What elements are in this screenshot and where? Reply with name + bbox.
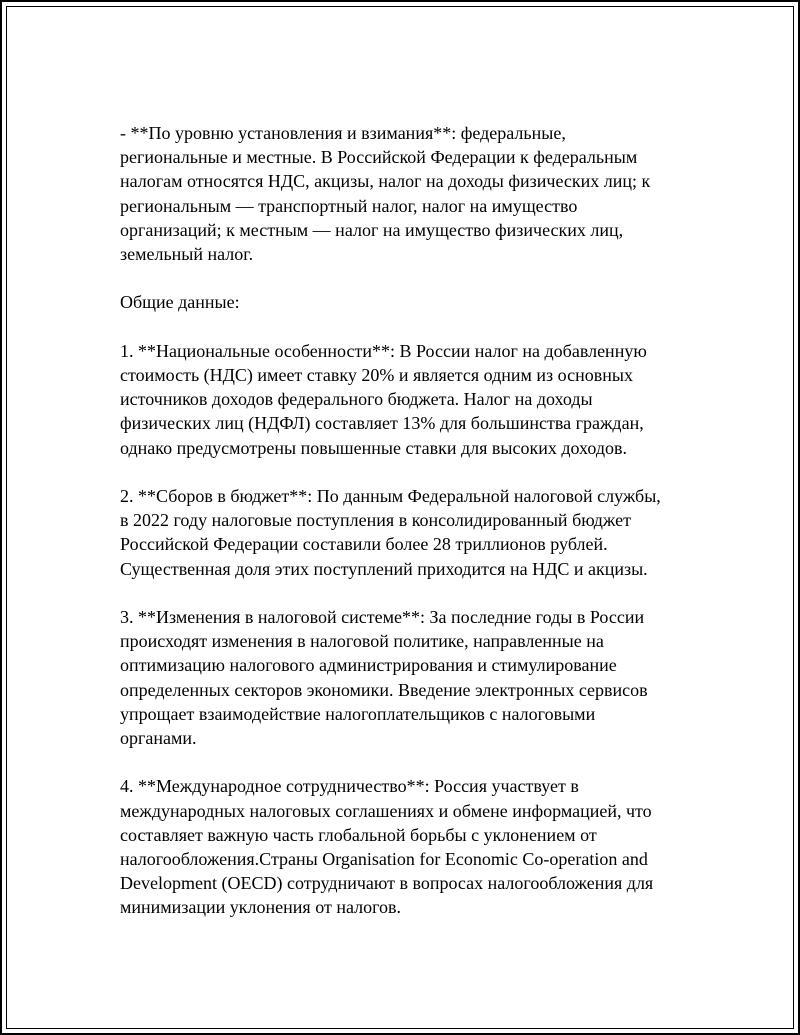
text-line: упрощает взаимодействие налогоплательщиков с налоговыми xyxy=(120,703,596,724)
list-item-4 xyxy=(120,774,700,919)
text-line: региональным — транспортный налог, налог на имущество xyxy=(120,195,578,216)
text-line: минимизации уклонения от налогов. xyxy=(120,897,402,918)
text-line: организаций; к местным — налог на имущество физических лиц, xyxy=(120,219,624,240)
text-line: налогообложения.Страны Organisation for Economic Co-operation and xyxy=(120,849,648,870)
intro-paragraph xyxy=(120,121,700,266)
text-line: органами. xyxy=(120,728,197,749)
text-line: однако предусмотрены повышенные ставки для высоких доходов. xyxy=(120,437,627,458)
text-line: физических лиц (НДФЛ) составляет 13% для большинства граждан, xyxy=(120,413,644,434)
list-item-3 xyxy=(120,605,700,750)
text-line: определенных секторов экономики. Введение электронных сервисов xyxy=(120,679,648,700)
text-line: Development (OECD) сотрудничают в вопросах налогообложения для xyxy=(120,873,654,894)
text-line: - **По уровню установления и взимания**: федеральные, xyxy=(120,123,566,143)
text-line: составляет важную часть глобальной борьбы с уклонением от xyxy=(120,824,597,845)
text-line: Существенная доля этих поступлений приходится на НДС и акцизы. xyxy=(120,558,648,579)
document-body xyxy=(120,121,700,944)
list-item-2 xyxy=(120,484,700,581)
text-line: в 2022 году налоговые поступления в консолидированный бюджет xyxy=(120,510,631,531)
section-heading xyxy=(120,290,700,314)
text-line: Российской Федерации составили более 28 триллионов рублей. xyxy=(120,534,608,555)
text-line: 3. **Изменения в налоговой системе**: За последние годы в России xyxy=(120,607,645,627)
list-item-1 xyxy=(120,339,700,460)
text-line: источников доходов федерального бюджета. Налог на доходы xyxy=(120,389,593,410)
text-line: региональные и местные. В Российской Федерации к федеральным xyxy=(120,147,638,168)
text-line: 2. **Сборов в бюджет**: По данным Федеральной налоговой службы, xyxy=(120,486,661,506)
text-line: международных налоговых соглашениях и обмене информацией, что xyxy=(120,800,652,821)
text-line: оптимизацию налогового администрирования и стимулирование xyxy=(120,655,617,676)
text-line: налогам относятся НДС, акцизы, налог на доходы физических лиц; к xyxy=(120,171,651,192)
text-line: стоимость (НДС) имеет ставку 20% и является одним из основных xyxy=(120,365,633,385)
text-line: 4. **Международное сотрудничество**: Россия участвует в xyxy=(120,776,579,797)
text-line: земельный налог. xyxy=(120,244,254,265)
section-heading-text: Общие данные: xyxy=(120,292,240,313)
text-line: происходят изменения в налоговой политике, направленные на xyxy=(120,631,604,652)
text-line: 1. **Национальные особенности**: В России налог на добавленную xyxy=(120,340,647,361)
